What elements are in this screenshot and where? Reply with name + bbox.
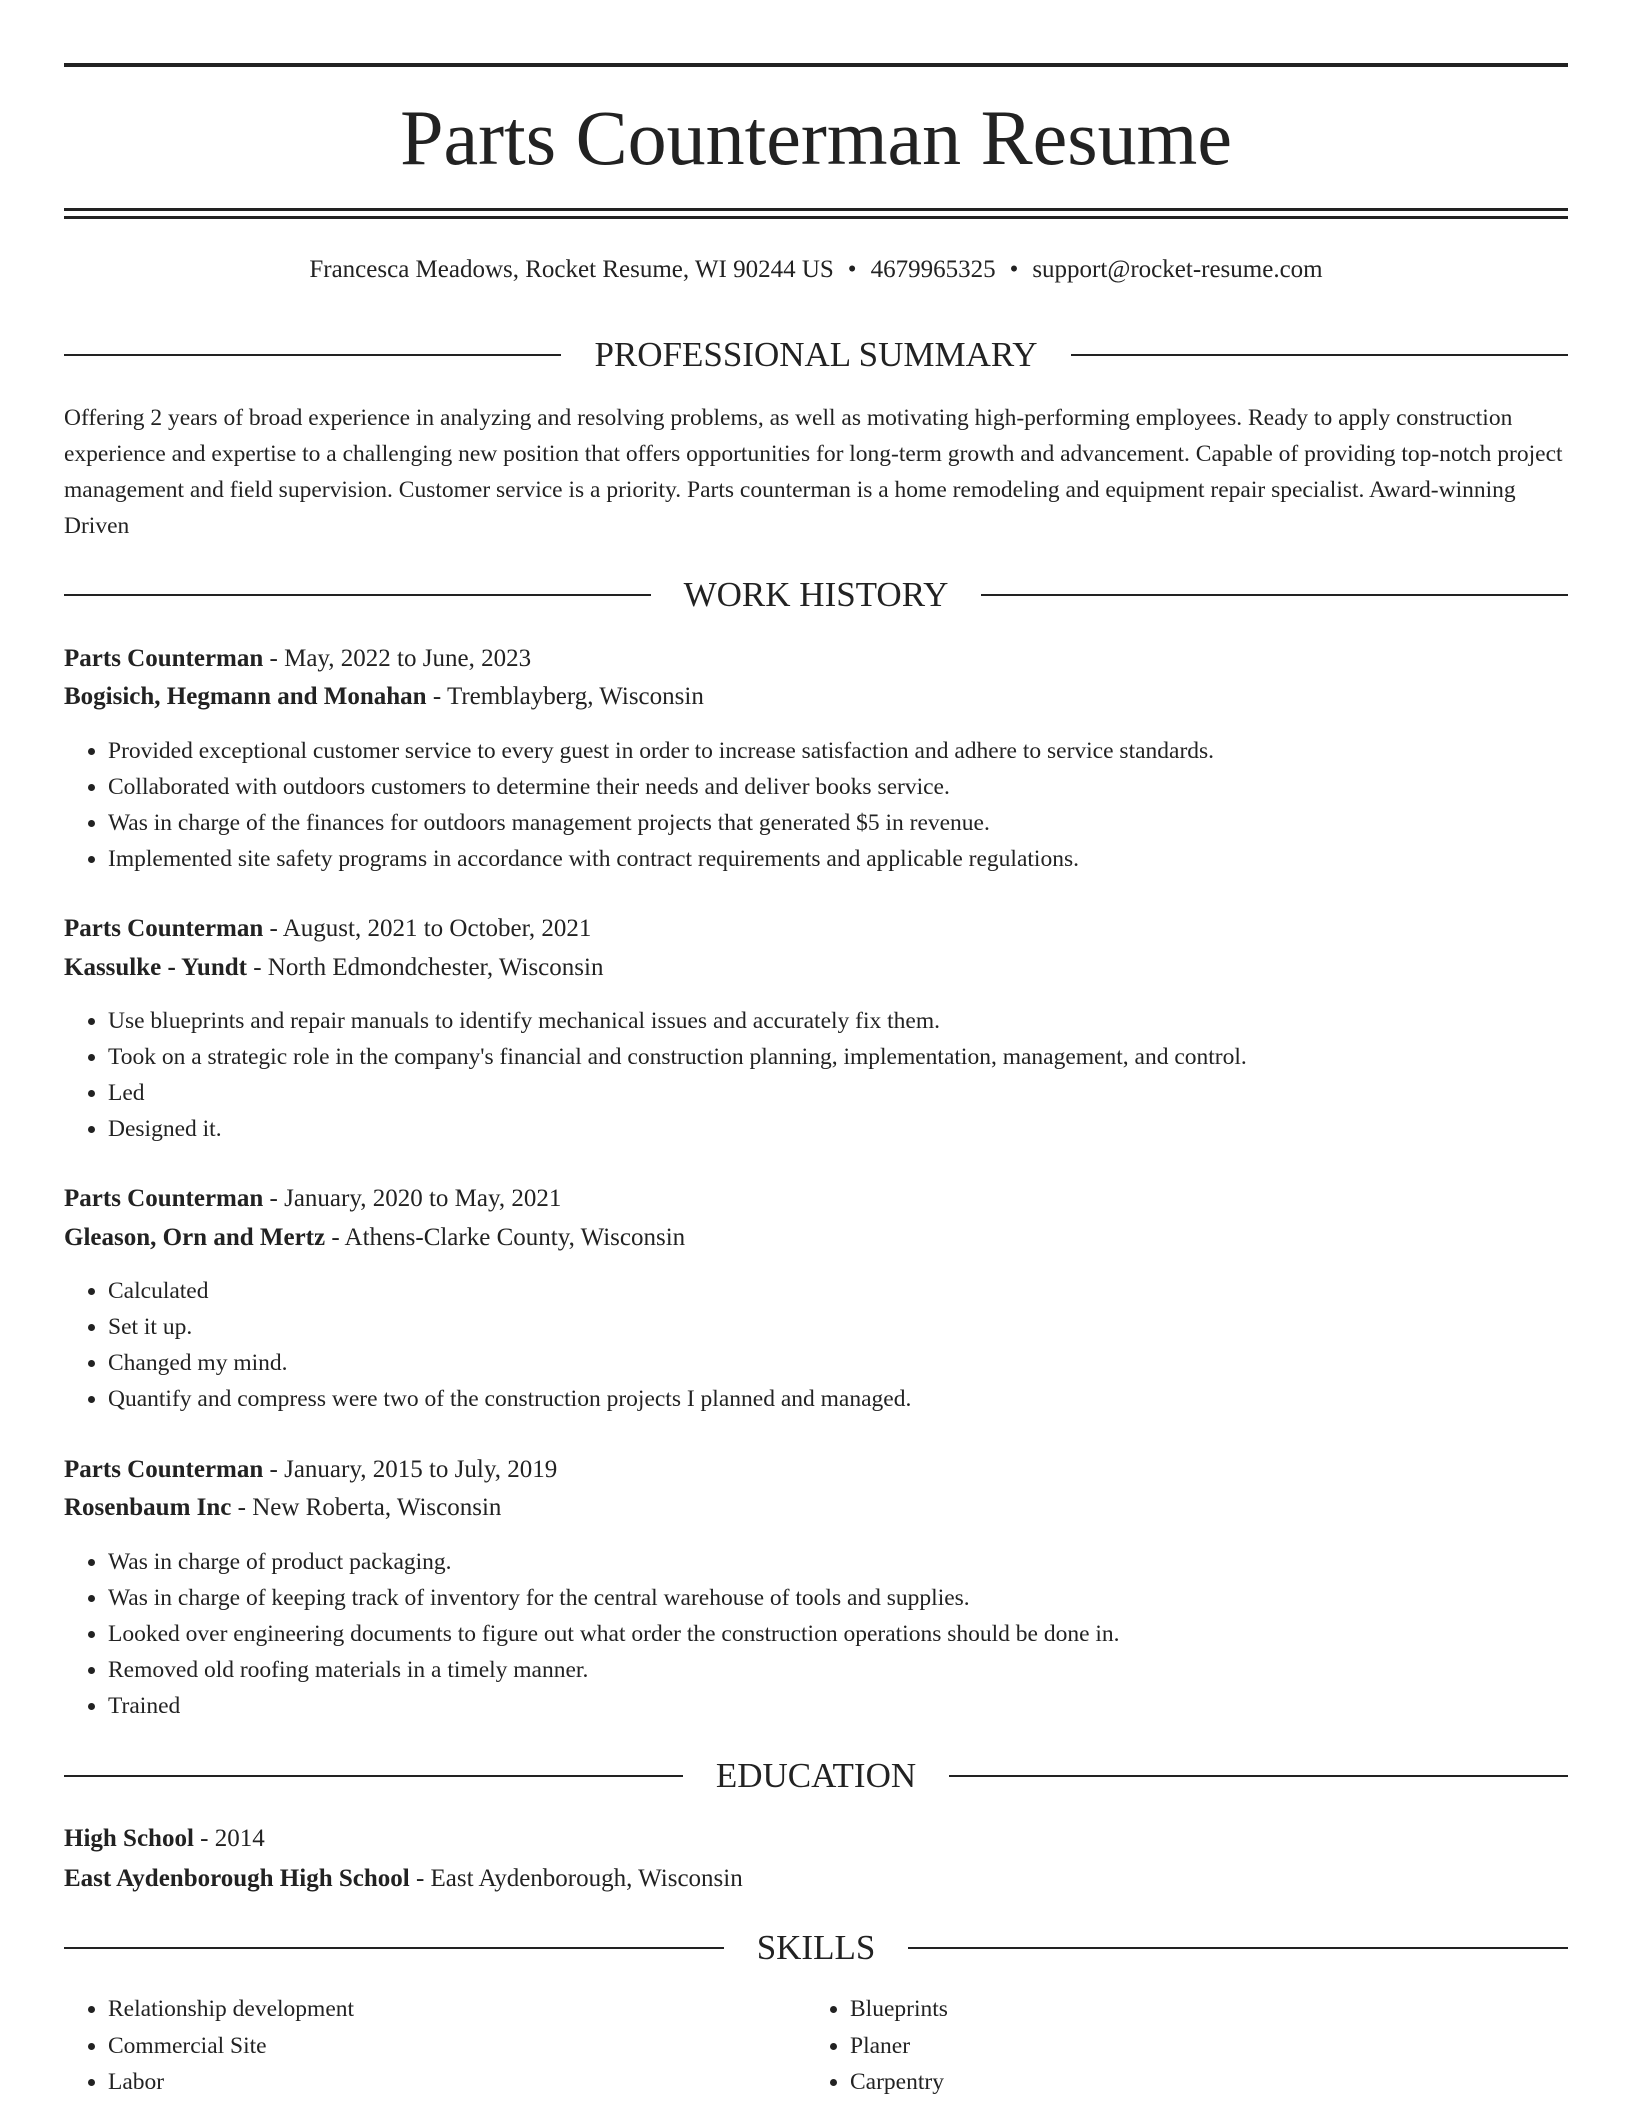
skill-item: • Planer bbox=[850, 2028, 948, 2065]
job-bullet: • Collaborated with outdoors customers to determine their needs and deliver books service. bbox=[108, 769, 1214, 805]
job-dates: - January, 2015 to July, 2019 bbox=[263, 1456, 558, 1483]
job-bullet: • Quantify and compress were two of the construction projects I planned and managed. bbox=[108, 1381, 911, 1417]
job-bullets bbox=[64, 1003, 1247, 1147]
contact-separator: • bbox=[1009, 256, 1019, 283]
contact-email: support@rocket-resume.com bbox=[1032, 256, 1323, 283]
job-role: Parts Counterman bbox=[64, 645, 264, 672]
job-bullet: • Was in charge of product packaging. bbox=[108, 1544, 1120, 1580]
job-bullets bbox=[64, 1273, 911, 1417]
section-title-education: EDUCATION bbox=[715, 1756, 917, 1795]
job-company: Rosenbaum Inc bbox=[64, 1494, 232, 1521]
job-company-line bbox=[64, 679, 704, 715]
job-title-line bbox=[64, 1452, 557, 1488]
education-degree: High School bbox=[64, 1825, 194, 1852]
job-company: Bogisich, Hegmann and Monahan bbox=[64, 683, 427, 710]
section-rule bbox=[908, 1947, 1568, 1949]
job-company-line bbox=[64, 1490, 501, 1526]
job-dates: - May, 2022 to June, 2023 bbox=[263, 645, 532, 672]
section-header-work bbox=[64, 570, 1568, 620]
job-role: Parts Counterman bbox=[64, 915, 264, 942]
section-rule bbox=[64, 1775, 683, 1777]
job-bullet: • Calculated bbox=[108, 1273, 911, 1309]
job-location: - New Roberta, Wisconsin bbox=[231, 1494, 502, 1521]
resume-title: Parts Counterman Resume bbox=[400, 94, 1232, 181]
section-header-education bbox=[64, 1751, 1568, 1801]
job-company-line bbox=[64, 950, 603, 986]
job-dates: - January, 2020 to May, 2021 bbox=[263, 1185, 562, 1212]
skill-item: • Commercial Site bbox=[108, 2028, 354, 2065]
job-dates: - August, 2021 to October, 2021 bbox=[263, 915, 592, 942]
contact-line bbox=[64, 252, 1568, 288]
section-rule bbox=[64, 354, 561, 356]
section-rule bbox=[949, 1775, 1568, 1777]
skill-item: • Labor bbox=[108, 2064, 354, 2101]
section-title-skills: SKILLS bbox=[756, 1928, 876, 1967]
job-company: Gleason, Orn and Mertz bbox=[64, 1224, 326, 1251]
job-bullet: • Changed my mind. bbox=[108, 1345, 911, 1381]
job-bullet: • Was in charge of keeping track of inventory for the central warehouse of tools and supplies. bbox=[108, 1580, 1120, 1616]
skills-list-right bbox=[806, 1991, 948, 2101]
skill-item: • Relationship development bbox=[108, 1991, 354, 2028]
education-year: - 2014 bbox=[193, 1825, 265, 1852]
section-rule bbox=[64, 594, 651, 596]
section-header-skills bbox=[64, 1923, 1568, 1973]
job-bullets bbox=[64, 1544, 1120, 1724]
contact-phone: 4679965325 bbox=[870, 256, 996, 283]
job-title-line bbox=[64, 641, 531, 677]
section-header-summary bbox=[64, 330, 1568, 380]
job-bullet: • Removed old roofing materials in a timely manner. bbox=[108, 1652, 1120, 1688]
contact-separator: • bbox=[847, 256, 857, 283]
job-bullet: • Trained bbox=[108, 1688, 1120, 1724]
title-rule-lower bbox=[64, 216, 1568, 219]
job-bullet: • Use blueprints and repair manuals to identify mechanical issues and accurately fix them. bbox=[108, 1003, 1247, 1039]
job-bullet: • Set it up. bbox=[108, 1309, 911, 1345]
job-bullets bbox=[64, 733, 1214, 877]
job-bullet: • Was in charge of the finances for outdoors management projects that generated $5 in revenue. bbox=[108, 805, 1214, 841]
education-school-line bbox=[64, 1861, 743, 1897]
skills-list-left bbox=[64, 1991, 354, 2101]
summary-text: Offering 2 years of broad experience in analyzing and resolving problems, as well as motivating high-performing employees. Ready to apply construction experience and expertise to a challenging new position that offers opportunities for long-term growth and advancement. Capable of providing top-notch project management and field supervision. Customer service is a priority. Parts counterman is a home remodeling and equipment repair specialist. Award-winning Driven bbox=[64, 405, 1563, 539]
job-bullet: • Implemented site safety programs in accordance with contract requirements and applicable regulations. bbox=[108, 841, 1214, 877]
job-location: - Athens-Clarke County, Wisconsin bbox=[325, 1224, 686, 1251]
contact-address: Francesca Meadows, Rocket Resume, WI 90244 US bbox=[309, 256, 834, 283]
job-bullet: • Designed it. bbox=[108, 1111, 1247, 1147]
job-company-line bbox=[64, 1220, 685, 1256]
section-title-work: WORK HISTORY bbox=[683, 575, 949, 614]
job-bullet: • Took on a strategic role in the company's financial and construction planning, implementation, management, and control. bbox=[108, 1039, 1247, 1075]
top-rule bbox=[64, 63, 1568, 67]
education-degree-line bbox=[64, 1821, 265, 1857]
section-title-summary: PROFESSIONAL SUMMARY bbox=[594, 335, 1038, 374]
job-title-line bbox=[64, 1181, 561, 1217]
education-school: East Aydenborough High School bbox=[64, 1865, 410, 1892]
job-bullet: • Led bbox=[108, 1075, 1247, 1111]
section-rule bbox=[64, 1947, 724, 1949]
title-rule-upper bbox=[64, 208, 1568, 211]
section-rule bbox=[981, 594, 1568, 596]
job-company: Kassulke - Yundt bbox=[64, 954, 247, 981]
job-title-line bbox=[64, 911, 591, 947]
education-location: - East Aydenborough, Wisconsin bbox=[409, 1865, 743, 1892]
job-bullet: • Provided exceptional customer service to every guest in order to increase satisfaction and adhere to service standards. bbox=[108, 733, 1214, 769]
section-rule bbox=[1071, 354, 1568, 356]
skill-item: • Carpentry bbox=[850, 2064, 948, 2101]
skill-item: • Blueprints bbox=[850, 1991, 948, 2028]
job-location: - North Edmondchester, Wisconsin bbox=[246, 954, 604, 981]
job-location: - Tremblayberg, Wisconsin bbox=[426, 683, 704, 710]
job-role: Parts Counterman bbox=[64, 1456, 264, 1483]
job-role: Parts Counterman bbox=[64, 1185, 264, 1212]
job-bullet: • Looked over engineering documents to figure out what order the construction operations should be done in. bbox=[108, 1616, 1120, 1652]
